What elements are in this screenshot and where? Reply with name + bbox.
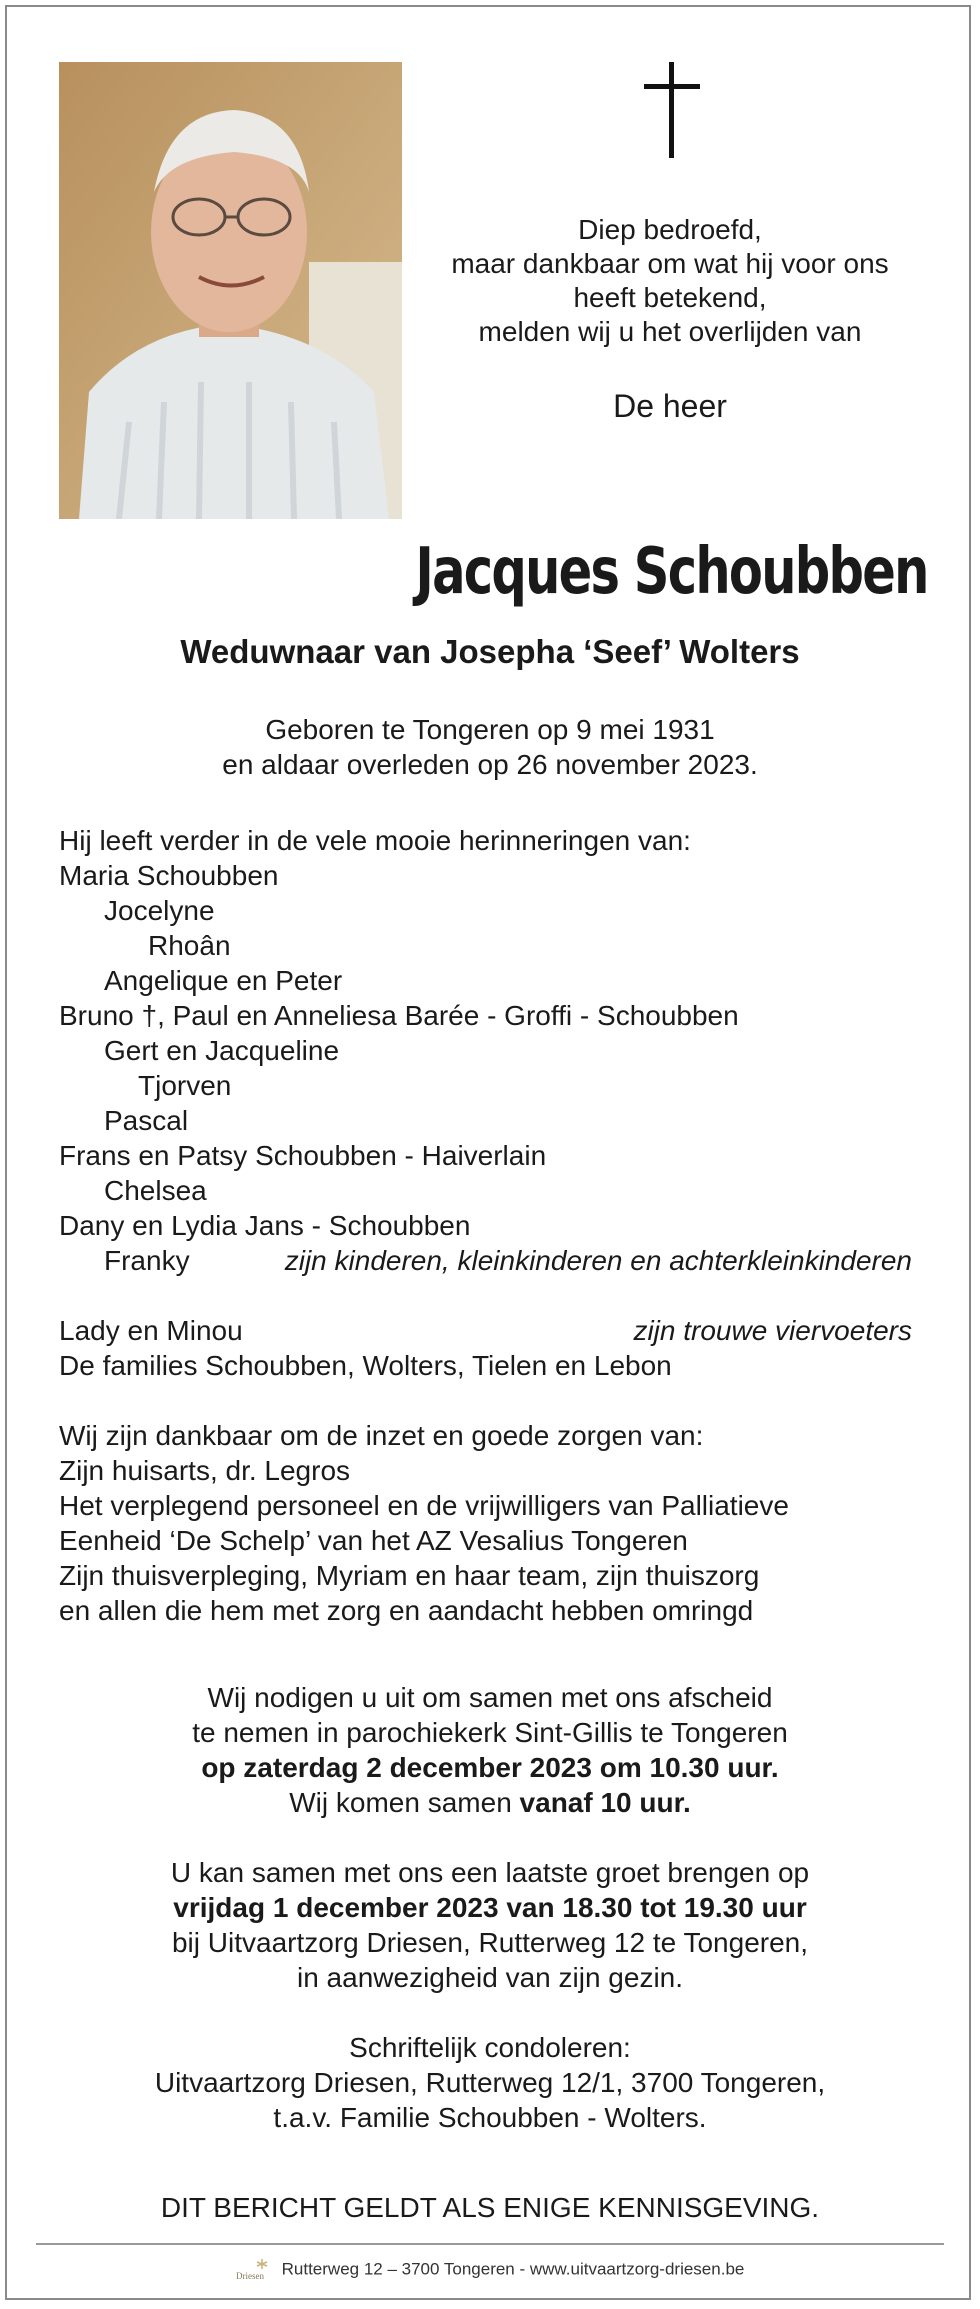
- family-line: Pascal: [104, 1105, 189, 1136]
- family-line: Jocelyne: [104, 895, 215, 926]
- descendants-note: zijn kinderen, kleinkinderen en achterkleinkinderen: [284, 1245, 912, 1276]
- pets-line: Lady en Minou: [59, 1315, 243, 1346]
- family-line: Chelsea: [104, 1175, 207, 1206]
- thanks-line: Wij zijn dankbaar om de inzet en goede zorgen van:: [59, 1420, 704, 1451]
- family-line: Bruno †, Paul en Anneliesa Barée - Groffi - Schoubben: [59, 1000, 739, 1031]
- footer-divider: [36, 2243, 944, 2245]
- pets-note: zijn trouwe viervoeters: [633, 1315, 912, 1346]
- condolences-heading: Schriftelijk condoleren:: [349, 2032, 631, 2063]
- ceremony-line-2: te nemen in parochiekerk Sint-Gillis te Tongeren: [192, 1717, 788, 1748]
- family-heading: Hij leeft verder in de vele mooie herinneringen van:: [59, 825, 691, 856]
- condolences-attn: t.a.v. Familie Schoubben - Wolters.: [273, 2102, 707, 2133]
- family-line: Dany en Lydia Jans - Schoubben: [59, 1210, 471, 1241]
- intro-line-1: Diep bedroefd,: [578, 214, 762, 245]
- family-line: Gert en Jacqueline: [104, 1035, 340, 1066]
- family-line: Frans en Patsy Schoubben - Haiverlain: [59, 1140, 547, 1171]
- families-line: De families Schoubben, Wolters, Tielen en Lebon: [59, 1350, 672, 1381]
- family-line: Franky: [104, 1245, 190, 1276]
- thanks-line: Zijn huisarts, dr. Legros: [59, 1455, 351, 1486]
- thanks-line: Eenheid ‘De Schelp’ van het AZ Vesalius Tongeren: [59, 1525, 688, 1556]
- thanks-line: Zijn thuisverpleging, Myriam en haar team, zijn thuiszorg: [59, 1560, 760, 1591]
- ceremony-line-4: [0, 1785, 980, 1820]
- family-line: Tjorven: [138, 1070, 232, 1101]
- title-line: De heer: [613, 388, 727, 424]
- family-line: Rhoân: [148, 930, 231, 961]
- intro-line-4: melden wij u het overlijden van: [478, 316, 862, 347]
- thanks-line: en allen die hem met zorg en aandacht hebben omringd: [59, 1595, 754, 1626]
- family-line: Maria Schoubben: [59, 860, 279, 891]
- family-line: Angelique en Peter: [104, 965, 343, 996]
- viewing-line-1: U kan samen met ons een laatste groet brengen op: [170, 1857, 810, 1888]
- footer: [0, 2257, 980, 2283]
- intro-line-3: heeft betekend,: [573, 282, 767, 313]
- deceased-name: Jacques Schoubben: [415, 535, 928, 609]
- birth-line-2: en aldaar overleden op 26 november 2023.: [222, 749, 758, 780]
- viewing-line-4: in aanwezigheid van zijn gezin.: [296, 1962, 684, 1993]
- ceremony-gather-time: vanaf 10 uur.: [519, 1787, 691, 1818]
- viewing-date: vrijdag 1 december 2023 van 18.30 tot 19.30 uur: [173, 1892, 807, 1923]
- notice-line: DIT BERICHT GELDT ALS ENIGE KENNISGEVING.: [160, 2192, 820, 2223]
- widow-line: Weduwnaar van Josepha ‘Seef’ Wolters: [180, 633, 800, 670]
- viewing-line-3: bij Uitvaartzorg Driesen, Rutterweg 12 te Tongeren,: [171, 1927, 809, 1958]
- svg-text:Driesen: Driesen: [235, 2271, 264, 2281]
- ceremony-gather-text: Wij komen samen: [289, 1787, 520, 1818]
- cross-icon: [640, 60, 704, 160]
- ceremony-date: op zaterdag 2 december 2023 om 10.30 uur.: [201, 1752, 779, 1783]
- thanks-line: Het verplegend personeel en de vrijwilligers van Palliatieve: [59, 1490, 789, 1521]
- intro-line-2: maar dankbaar om wat hij voor ons: [451, 248, 889, 279]
- driesen-logo: [236, 2257, 272, 2283]
- portrait-photo: [59, 62, 402, 519]
- condolences-address: Uitvaartzorg Driesen, Rutterweg 12/1, 3700 Tongeren,: [154, 2067, 826, 2098]
- birth-line-1: Geboren te Tongeren op 9 mei 1931: [265, 714, 715, 745]
- footer-text: Rutterweg 12 – 3700 Tongeren - www.uitvaartzorg-driesen.be: [281, 2259, 745, 2279]
- ceremony-line-1: Wij nodigen u uit om samen met ons afscheid: [207, 1682, 773, 1713]
